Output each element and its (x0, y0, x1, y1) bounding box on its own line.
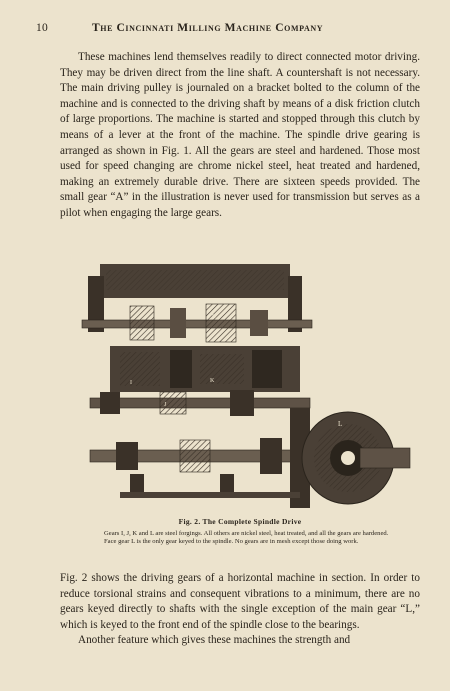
gear-block-4 (250, 310, 268, 336)
lower-section (60, 571, 420, 649)
gear-block-1 (130, 306, 154, 340)
page-header (36, 22, 420, 38)
figure-caption-title: Fig. 2. The Complete Spindle Drive (178, 517, 302, 526)
figure-caption-note: Gears I, J, K and L are steel forgings. All others are nickel steel, heat treated, and all the gears are hardened. Face gear L is the only gear keyed to the spindle. No gears are in mesh except those doing work. (104, 530, 389, 546)
continuation-paragraph: Another feature which gives these machines the strength and (78, 634, 351, 647)
lower-shaft (90, 398, 310, 408)
gear-label-l: L (338, 420, 343, 428)
gear-label-u: U (212, 314, 217, 320)
intro-section (60, 50, 420, 222)
spindle-drive-illustration (60, 258, 420, 513)
running-title: The Cincinnati Milling Machine Company (92, 22, 324, 34)
gear-block-3 (206, 304, 236, 342)
gear-label-k: K (210, 378, 215, 384)
gear-block-2 (170, 308, 186, 338)
upper-shaft (82, 320, 312, 328)
spindle-front-end (360, 448, 410, 468)
page-number: 10 (36, 22, 49, 34)
fig-reference-paragraph: Fig. 2 shows the driving gears of a horizontal machine in section. In order to reduce torsional strains and consequent vibrations to a minimum, there are no gears keyed directly to shafts with the single exception of the main gear “L,” which is keyed to the front end of the spindle close to the bearings. (60, 572, 420, 631)
gear-label-j: J (164, 402, 167, 408)
intro-paragraph: These machines lend themselves readily to direct connected motor driving. They may be driven direct from the line shaft. A countershaft is not necessary. The main driving pulley is journaled on a bracket bolted to the column of the machine and is connected to the driving shaft by means of a disk friction clutch of large proportions. The machine is started and stopped through this clutch by means of a lever at the front of the machine. The spindle drive gearing is arranged as shown in Fig. 1. All the gears are steel and hardened. Those most used for speed changing are chrome nickel steel, heat treated and hardened, making an extremely durable drive. There are sixteen speeds provided. The small gear “A” in the illustration is never used for transmission but serves as a pilot when engaging the large gears. (60, 51, 420, 219)
gear-label-i: I (130, 380, 132, 386)
